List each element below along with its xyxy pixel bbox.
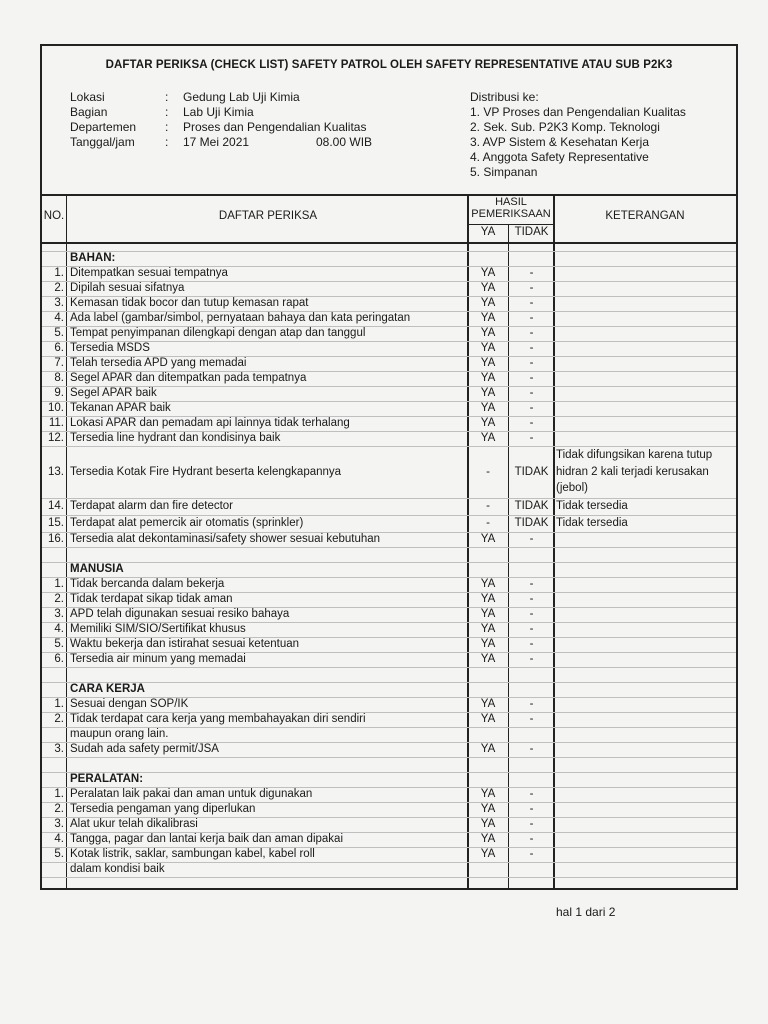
table-row xyxy=(42,416,736,432)
row-ya: YA xyxy=(480,312,496,324)
header-no: NO. xyxy=(43,210,65,222)
row-keterangan: Tidak tersedia xyxy=(556,517,628,529)
row-item-text: Tersedia MSDS xyxy=(70,342,150,354)
table-row xyxy=(42,296,736,312)
table-row xyxy=(42,847,736,863)
row-ya: YA xyxy=(480,803,496,815)
row-ya: YA xyxy=(480,267,496,279)
table-header xyxy=(42,196,736,244)
row-item-text: Segel APAR baik xyxy=(70,387,157,399)
row-ya: YA xyxy=(480,578,496,590)
row-item-text: Tersedia Kotak Fire Hydrant beserta kelengkapannya xyxy=(70,466,342,478)
row-item-text: CARA KERJA xyxy=(70,683,145,695)
section-heading-row xyxy=(42,682,736,698)
row-ya: YA xyxy=(480,342,496,354)
row-ya: YA xyxy=(480,638,496,650)
row-ya: YA xyxy=(480,387,496,399)
distribution-item: 4. Anggota Safety Representative xyxy=(470,150,649,164)
row-number: 14. xyxy=(48,500,64,512)
row-ya: YA xyxy=(480,357,496,369)
table-row xyxy=(42,712,736,728)
row-ya: YA xyxy=(480,432,496,444)
distribution-item: 5. Simpanan xyxy=(470,165,538,179)
row-number: 12. xyxy=(48,432,64,444)
row-number: 1. xyxy=(54,788,64,800)
row-number: 10. xyxy=(48,402,64,414)
row-ya: YA xyxy=(480,608,496,620)
row-tidak: - xyxy=(529,698,534,710)
row-ya: - xyxy=(486,500,490,512)
row-ya: YA xyxy=(480,743,496,755)
row-ya: YA xyxy=(480,417,496,429)
row-ya: YA xyxy=(480,297,496,309)
row-number: 4. xyxy=(54,833,64,845)
row-number: 5. xyxy=(54,638,64,650)
row-item-text: maupun orang lain. xyxy=(70,728,169,740)
row-number: 8. xyxy=(54,372,64,384)
row-tidak: - xyxy=(529,342,534,354)
header-sub-divider xyxy=(468,224,554,225)
row-item-text: Ditempatkan sesuai tempatnya xyxy=(70,267,228,279)
table-row xyxy=(42,757,736,773)
row-tidak: - xyxy=(529,533,534,545)
row-tidak: - xyxy=(529,623,534,635)
header-keterangan: KETERANGAN xyxy=(605,210,685,222)
row-item-text: Tidak bercanda dalam bekerja xyxy=(70,578,225,590)
row-tidak: TIDAK xyxy=(514,500,549,512)
document-title: DAFTAR PERIKSA (CHECK LIST) SAFETY PATROL OLEH SAFETY REPRESENTATIVE ATAU SUB P2K3 xyxy=(105,59,673,71)
row-number: 7. xyxy=(54,357,64,369)
table-row xyxy=(42,787,736,803)
row-item-text: Memiliki SIM/SIO/Sertifikat khusus xyxy=(70,623,246,635)
info-tanggal: Tanggal/jam : 17 Mei 2021 08.00 WIB xyxy=(70,135,373,149)
row-item-text: Tempat penyimpanan dilengkapi dengan atap dan tanggul xyxy=(70,327,366,339)
section-heading-row xyxy=(42,562,736,578)
row-number: 2. xyxy=(54,282,64,294)
row-tidak: - xyxy=(529,297,534,309)
row-ya: - xyxy=(486,517,490,529)
info-departemen: Departemen : Proses dan Pengendalian Kualitas xyxy=(70,120,367,134)
row-item-text: Dipilah sesuai sifatnya xyxy=(70,282,185,294)
row-tidak: - xyxy=(529,357,534,369)
table-row xyxy=(42,832,736,848)
table-row xyxy=(42,637,736,653)
row-ya: YA xyxy=(480,848,496,860)
row-item-text: Waktu bekerja dan istirahat sesuai ketentuan xyxy=(70,638,300,650)
row-ya: YA xyxy=(480,327,496,339)
row-tidak: - xyxy=(529,312,534,324)
row-item-text: APD telah digunakan sesuai resiko bahaya xyxy=(70,608,290,620)
row-tidak: - xyxy=(529,402,534,414)
row-item-text: PERALATAN: xyxy=(70,773,144,785)
row-tidak: - xyxy=(529,638,534,650)
info-jam: 08.00 WIB xyxy=(316,135,373,149)
table-row xyxy=(42,281,736,297)
row-item-text: Tersedia alat dekontaminasi/safety shower sesuai kebutuhan xyxy=(70,533,381,545)
row-ya: YA xyxy=(480,593,496,605)
info-lokasi: Lokasi : Gedung Lab Uji Kimia xyxy=(70,90,300,104)
table-row xyxy=(42,311,736,327)
table-row xyxy=(42,515,736,533)
row-item-text: Tersedia line hydrant dan kondisinya baik xyxy=(70,432,281,444)
row-keterangan: Tidak difungsikan karena tutup hidran 2 kali terjadi kerusakan (jebol) xyxy=(556,449,713,494)
row-number: 1. xyxy=(54,698,64,710)
row-number: 5. xyxy=(54,327,64,339)
table-row xyxy=(42,386,736,402)
row-item-text: Ada label (gambar/simbol, pernyataan bahaya dan kata peringatan xyxy=(70,312,411,324)
row-item-text: Terdapat alat pemercik air otomatis (sprinkler) xyxy=(70,517,304,529)
row-item-text: Tidak terdapat sikap tidak aman xyxy=(70,593,233,605)
row-number: 9. xyxy=(54,387,64,399)
row-number: 2. xyxy=(54,593,64,605)
info-block xyxy=(70,90,373,150)
table-row xyxy=(42,371,736,387)
page-number: hal 1 dari 2 xyxy=(556,905,616,919)
row-number: 2. xyxy=(54,803,64,815)
table-row xyxy=(42,697,736,713)
row-number: 4. xyxy=(54,312,64,324)
row-tidak: TIDAK xyxy=(514,466,549,478)
table-row xyxy=(42,577,736,593)
row-item-text: Segel APAR dan ditempatkan pada tempatnya xyxy=(70,372,307,384)
distribution-item: 2. Sek. Sub. P2K3 Komp. Teknologi xyxy=(470,120,660,134)
checklist-frame xyxy=(40,44,738,890)
row-tidak: - xyxy=(529,833,534,845)
row-tidak: - xyxy=(529,282,534,294)
row-item-text: Tangga, pagar dan lantai kerja baik dan aman dipakai xyxy=(70,833,343,845)
table-row xyxy=(42,431,736,447)
table-row xyxy=(42,622,736,638)
row-ya: YA xyxy=(480,533,496,545)
section-heading-row xyxy=(42,251,736,267)
row-ya: - xyxy=(486,466,490,478)
row-tidak: - xyxy=(529,713,534,725)
row-tidak: - xyxy=(529,818,534,830)
row-number: 3. xyxy=(54,818,64,830)
table-row xyxy=(42,446,736,499)
row-tidak: TIDAK xyxy=(514,517,549,529)
row-item-text: MANUSIA xyxy=(70,563,124,575)
row-ya: YA xyxy=(480,402,496,414)
row-item-text: Peralatan laik pakai dan aman untuk digunakan xyxy=(70,788,313,800)
row-tidak: - xyxy=(529,848,534,860)
row-number: 13. xyxy=(48,466,64,478)
row-tidak: - xyxy=(529,327,534,339)
row-number: 4. xyxy=(54,623,64,635)
row-number: 15. xyxy=(48,517,64,529)
row-tidak: - xyxy=(529,788,534,800)
row-item-text: Lokasi APAR dan pemadam api lainnya tidak terhalang xyxy=(70,417,350,429)
row-ya: YA xyxy=(480,372,496,384)
row-ya: YA xyxy=(480,788,496,800)
row-ya: YA xyxy=(480,623,496,635)
table-row xyxy=(42,727,736,743)
row-item-text: Sesuai dengan SOP/IK xyxy=(70,698,189,710)
row-item-text: Telah tersedia APD yang memadai xyxy=(70,357,247,369)
row-keterangan: Tidak tersedia xyxy=(556,500,628,512)
row-tidak: - xyxy=(529,417,534,429)
row-item-text: BAHAN: xyxy=(70,252,116,264)
distribution-item: 1. VP Proses dan Pengendalian Kualitas xyxy=(470,105,686,119)
table-row xyxy=(42,667,736,683)
distribution-item: 3. AVP Sistem & Kesehatan Kerja xyxy=(470,135,649,149)
row-item-text: dalam kondisi baik xyxy=(70,863,165,875)
row-number: 3. xyxy=(54,608,64,620)
table-row xyxy=(42,532,736,548)
row-item-text: Kemasan tidak bocor dan tutup kemasan rapat xyxy=(70,297,309,309)
header-hasil: HASIL PEMERIKSAAN xyxy=(471,196,551,220)
row-item-text: Terdapat alarm dan fire detector xyxy=(70,500,234,512)
row-item-text: Tidak terdapat cara kerja yang membahayakan diri sendiri xyxy=(70,713,366,725)
row-ya: YA xyxy=(480,833,496,845)
row-item-text: Tersedia air minum yang memadai xyxy=(70,653,246,665)
row-tidak: - xyxy=(529,578,534,590)
table-row xyxy=(42,266,736,282)
row-item-text: Tekanan APAR baik xyxy=(70,402,171,414)
table-row xyxy=(42,341,736,357)
row-tidak: - xyxy=(529,593,534,605)
row-number: 1. xyxy=(54,267,64,279)
row-tidak: - xyxy=(529,267,534,279)
header-daftar-periksa: DAFTAR PERIKSA xyxy=(218,210,318,222)
table-row xyxy=(42,817,736,833)
table-row xyxy=(42,607,736,623)
table-row xyxy=(42,802,736,818)
row-number: 3. xyxy=(54,297,64,309)
row-number: 1. xyxy=(54,578,64,590)
row-tidak: - xyxy=(529,653,534,665)
table-row xyxy=(42,356,736,372)
section-heading-row xyxy=(42,772,736,788)
table-row xyxy=(42,326,736,342)
table-row xyxy=(42,592,736,608)
row-item-text: Sudah ada safety permit/JSA xyxy=(70,743,219,755)
row-ya: YA xyxy=(480,282,496,294)
row-ya: YA xyxy=(480,698,496,710)
row-number: 6. xyxy=(54,342,64,354)
row-tidak: - xyxy=(529,608,534,620)
table-row xyxy=(42,401,736,417)
row-number: 11. xyxy=(48,417,64,429)
header-ya: YA xyxy=(480,226,496,238)
row-tidak: - xyxy=(529,387,534,399)
row-tidak: - xyxy=(529,432,534,444)
row-number: 5. xyxy=(54,848,64,860)
row-tidak: - xyxy=(529,372,534,384)
row-tidak: - xyxy=(529,743,534,755)
row-item-text: Tersedia pengaman yang diperlukan xyxy=(70,803,256,815)
table-row xyxy=(42,547,736,563)
table-row xyxy=(42,652,736,668)
row-tidak: - xyxy=(529,803,534,815)
row-ya: YA xyxy=(480,818,496,830)
row-number: 6. xyxy=(54,653,64,665)
table-row xyxy=(42,498,736,516)
row-item-text: Alat ukur telah dikalibrasi xyxy=(70,818,198,830)
distribution-list xyxy=(470,90,686,180)
info-bagian: Bagian : Lab Uji Kimia xyxy=(70,105,254,119)
distribution-label: Distribusi ke: xyxy=(470,90,539,104)
row-number: 3. xyxy=(54,743,64,755)
row-ya: YA xyxy=(480,713,496,725)
row-item-text: Kotak listrik, saklar, sambungan kabel, kabel roll xyxy=(70,848,315,860)
table-row xyxy=(42,862,736,878)
table-row xyxy=(42,742,736,758)
row-ya: YA xyxy=(480,653,496,665)
row-number: 16. xyxy=(48,533,64,545)
header-tidak: TIDAK xyxy=(514,226,549,238)
row-number: 2. xyxy=(54,713,64,725)
